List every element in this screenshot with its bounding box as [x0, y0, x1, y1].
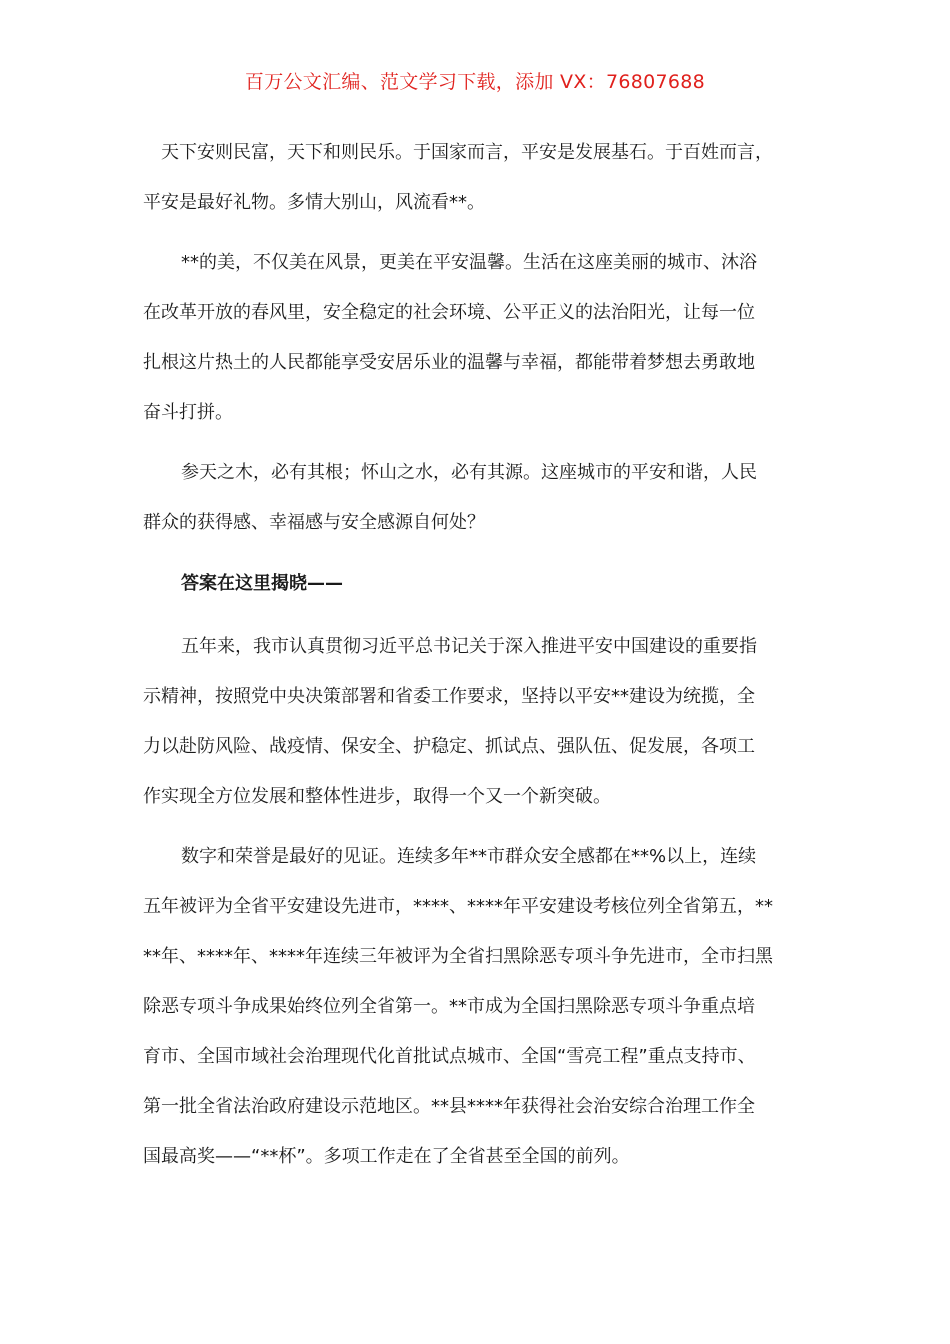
paragraph-line: 育市、全国市域社会治理现代化首批试点城市、全国“雪亮工程”重点支持市、	[143, 1046, 756, 1067]
paragraph-2	[143, 238, 811, 438]
paragraph-line: 在改革开放的春风里，安全稳定的社会环境、公平正义的法治阳光，让每一位	[143, 302, 755, 323]
section-heading: 答案在这里揭晓——	[181, 573, 343, 594]
paragraph-line: 参天之木，必有其根；怀山之水，必有其源。这座城市的平安和谐，人民	[181, 462, 757, 483]
paragraph-line: 五年来，我市认真贯彻习近平总书记关于深入推进平安中国建设的重要指	[181, 636, 757, 657]
paragraph-line: 平安是最好礼物。多情大别山，风流看**。	[143, 192, 485, 213]
paragraph-line: 群众的获得感、幸福感与安全感源自何处？	[143, 512, 485, 533]
paragraph-line: **的美，不仅美在风景，更美在平安温馨。生活在这座美丽的城市、沐浴	[181, 252, 757, 273]
paragraph-4-heading	[143, 559, 811, 609]
paragraph-6	[143, 832, 811, 1182]
paragraph-line: 数字和荣誉是最好的见证。连续多年**市群众安全感都在**%以上，连续	[181, 846, 757, 867]
paragraph-1	[143, 128, 811, 228]
paragraph-line: 力以赴防风险、战疫情、保安全、护稳定、抓试点、强队伍、促发展，各项工	[143, 736, 755, 757]
paragraph-line: 示精神，按照党中央决策部署和省委工作要求，坚持以平安**建设为统揽，全	[143, 686, 755, 707]
paragraph-line: 五年被评为全省平安建设先进市，****、****年平安建设考核位列全省第五，**	[143, 896, 773, 917]
paragraph-line: 国最高奖——“**杯”。多项工作走在了全省甚至全国的前列。	[143, 1146, 630, 1167]
header-banner: 百万公文汇编、范文学习下载，添加 VX：76807688	[244, 71, 706, 93]
paragraph-line: 奋斗打拼。	[143, 402, 233, 423]
paragraph-line: 天下安则民富，天下和则民乐。于国家而言，平安是发展基石。于百姓而言，	[161, 142, 773, 163]
paragraph-line: 作实现全方位发展和整体性进步，取得一个又一个新突破。	[143, 786, 611, 807]
paragraph-3	[143, 448, 811, 548]
paragraph-line: 第一批全省法治政府建设示范地区。**县****年获得社会治安综合治理工作全	[143, 1096, 755, 1117]
paragraph-5	[143, 622, 811, 822]
paragraph-line: **年、****年、****年连续三年被评为全省扫黑除恶专项斗争先进市，全市扫黑	[143, 946, 773, 967]
paragraph-line: 扎根这片热土的人民都能享受安居乐业的温馨与幸福，都能带着梦想去勇敢地	[143, 352, 755, 373]
paragraph-line: 除恶专项斗争成果始终位列全省第一。**市成为全国扫黑除恶专项斗争重点培	[143, 996, 755, 1017]
